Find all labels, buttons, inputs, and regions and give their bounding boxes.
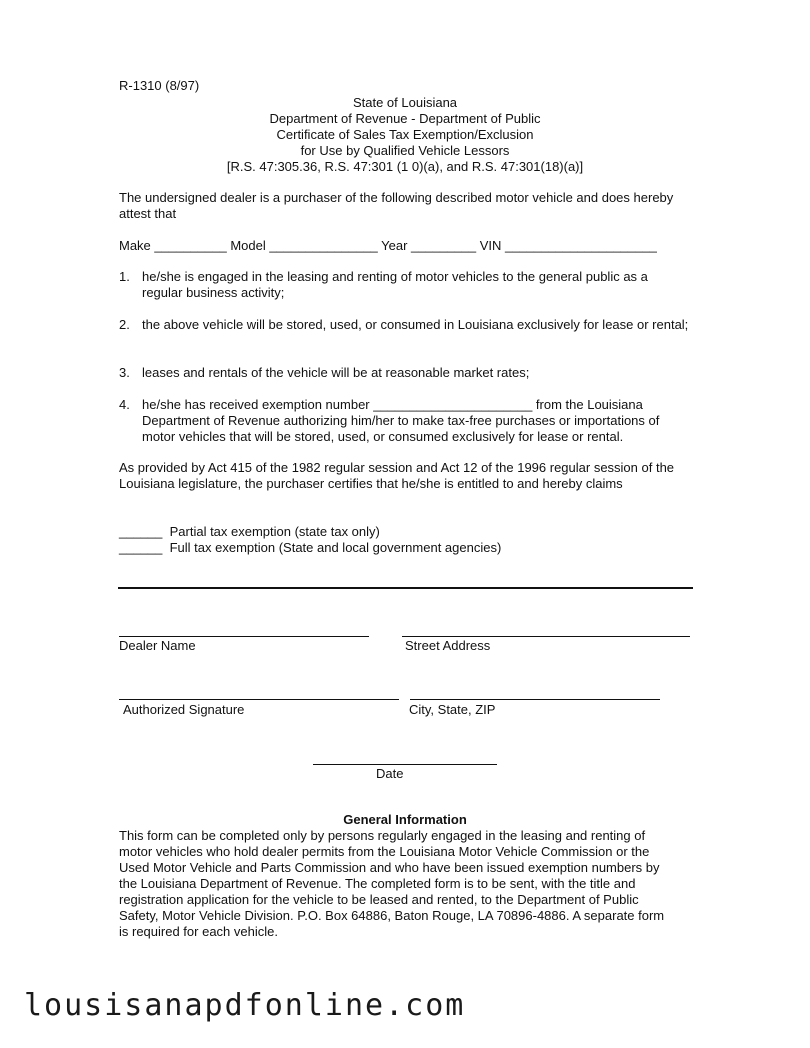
header-subtitle: for Use by Qualified Vehicle Lessors [300,143,510,158]
header-state: State of Louisiana [352,95,458,110]
vehicle-fields: Make __________ Model _______________ Year _________ VIN _____________________ [119,238,657,253]
general-information-line: registration application for the vehicle to be leased and rented, to the Department of Public [119,892,639,907]
general-information-line: Safety, Motor Vehicle Division. P.O. Box 64886, Baton Rouge, LA 70896-4886. A separate form [119,908,665,923]
list-item-text: he/she has received exemption number ______________________ from the Louisiana Department of Revenue authorizing him/her to make tax-free purchases or importations of motor vehicles that will be stored, used, or consumed exclusively for lease or rental. [142,397,660,444]
form-code: R-1310 (8/97) [119,78,200,93]
authorized-signature-line[interactable] [119,699,399,700]
general-information-title: General Information [343,812,467,827]
header-departments: Department of Revenue - Department of Public [269,111,541,126]
dealer-name-line[interactable] [119,636,369,637]
partial-exemption-option[interactable]: ______ Partial tax exemption (state tax only) [119,524,380,539]
list-item-number: 1. [119,269,130,284]
list-item-number: 3. [119,365,130,380]
city-state-zip-label: City, State, ZIP [409,702,496,717]
general-information-line: This form can be completed only by persons regularly engaged in the leasing and renting of [119,828,646,843]
section-divider [118,587,693,589]
general-information-line: the Louisiana Department of Revenue. The completed form is to be sent, with the title and [119,876,636,891]
act-paragraph: As provided by Act 415 of the 1982 regular session and Act 12 of the 1996 regular session of the Louisiana legislature, the purchaser certifies that he/she is entitled to and hereby claims [119,460,675,491]
date-label: Date [376,766,404,781]
header-certificate-title: Certificate of Sales Tax Exemption/Exclusion [276,127,534,142]
general-information-body [119,828,691,940]
street-address-line[interactable] [402,636,690,637]
list-item-text: he/she is engaged in the leasing and renting of motor vehicles to the general public as a regular business activity; [142,269,648,300]
site-watermark: lousisanapdfonline.com [24,988,466,1023]
date-line[interactable] [313,764,497,765]
city-state-zip-line[interactable] [410,699,660,700]
list-item-text: the above vehicle will be stored, used, or consumed in Louisiana exclusively for lease or rental; [142,317,689,332]
dealer-name-label: Dealer Name [119,638,196,653]
list-item-text: leases and rentals of the vehicle will be at reasonable market rates; [142,365,530,380]
general-information-line: Used Motor Vehicle and Parts Commission and who have been issued exemption numbers by [119,860,660,875]
street-address-label: Street Address [405,638,491,653]
form-header [119,95,691,175]
intro-paragraph: The undersigned dealer is a purchaser of the following described motor vehicle and does hereby attest that [119,190,674,221]
header-statutes: [R.S. 47:305.36, R.S. 47:301 (1 0)(a), and R.S. 47:301(18)(a)] [226,159,584,174]
full-exemption-option[interactable]: ______ Full tax exemption (State and local government agencies) [119,540,502,555]
general-information-line: motor vehicles who hold dealer permits from the Louisiana Motor Vehicle Commission or the [119,844,650,859]
list-item-number: 4. [119,397,130,412]
authorized-signature-label: Authorized Signature [123,702,245,717]
list-item-number: 2. [119,317,130,332]
general-information-line: is required for each vehicle. [119,924,278,939]
